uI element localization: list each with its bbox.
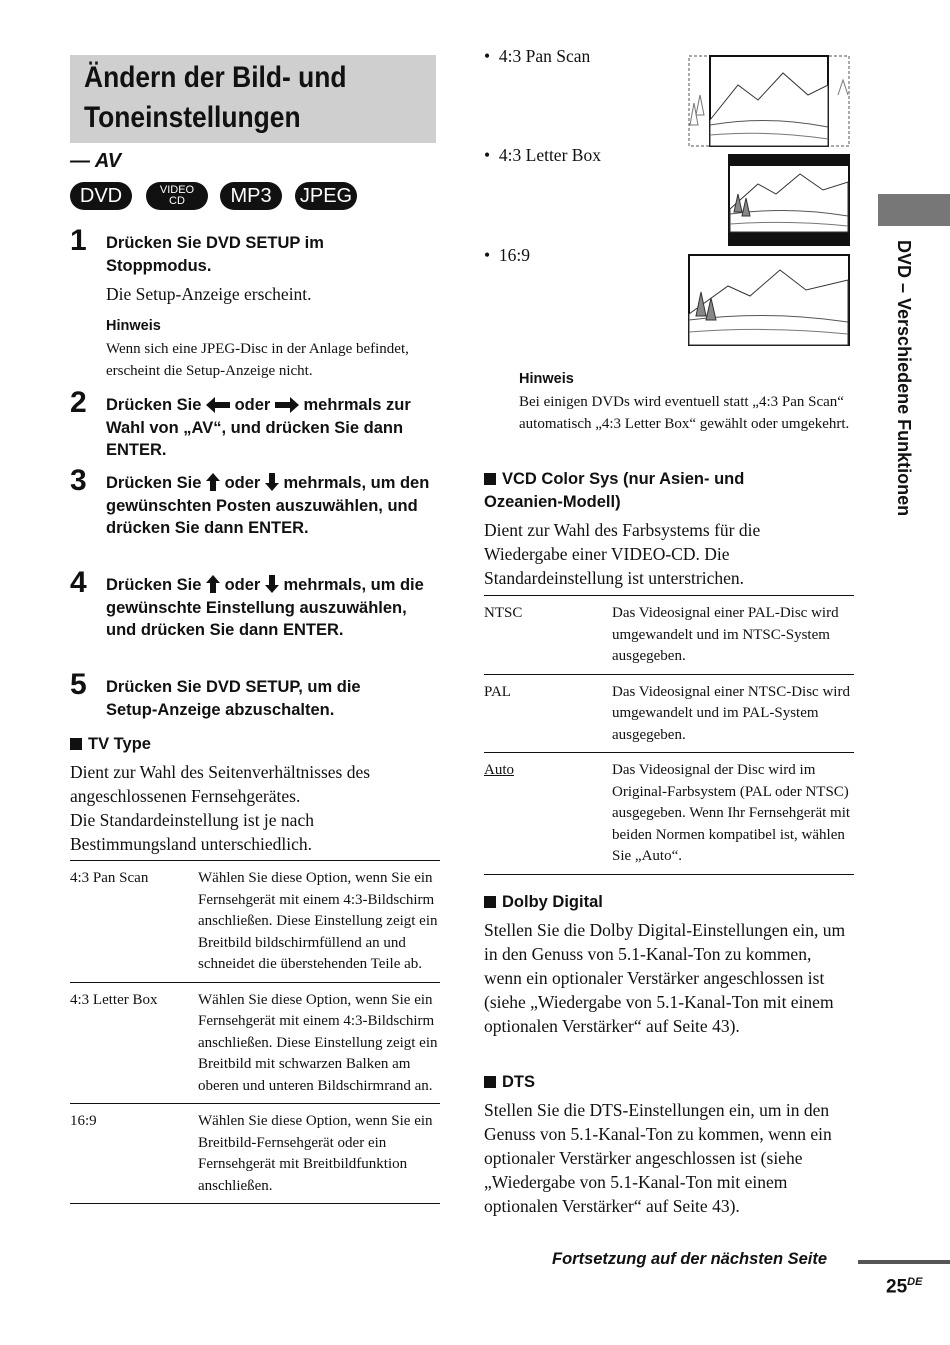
description-cell: Wählen Sie diese Option, wenn Sie ein Breitbild-Fernsehgerät oder ein Fernsehgerät mit Breitbildfunktion anschließen. <box>198 1104 440 1204</box>
table-row <box>484 674 854 753</box>
description-cell: Wählen Sie diese Option, wenn Sie ein Fernsehgerät mit einem 4:3-Bildschirm anschließen. Diese Einstellung zeigt ein Breitbild bildschirmfüllend an und schneidet die überstehenden Teile ab. <box>198 861 440 983</box>
option-cell: 16:9 <box>70 1104 198 1204</box>
step-number: 1 <box>70 224 87 257</box>
step-result: Die Setup-Anzeige erscheint. <box>106 284 312 304</box>
step-text-part: Drücken Sie <box>106 576 202 594</box>
arrow-left-icon <box>206 397 230 413</box>
step-text <box>106 394 441 462</box>
vcd-heading <box>484 468 814 513</box>
description-cell: Das Videosignal einer NTSC-Disc wird umgewandelt und im PAL-System ausgegeben. <box>612 674 854 753</box>
bullet-16-9: • 16:9 <box>484 245 531 265</box>
table-row <box>70 982 440 1104</box>
step-text-part: mehrmals, um die gewünschte Einstellung auszuwählen, und drücken Sie dann ENTER. <box>106 576 424 639</box>
section-tab <box>878 194 950 226</box>
tv-type-description <box>70 760 430 856</box>
vcd-table <box>484 595 854 875</box>
tv-type-description-1: Dient zur Wahl des Seitenverhältnisses des angeschlossenen Fernsehgerätes. <box>70 762 371 806</box>
dolby-heading-text: Dolby Digital <box>502 893 603 911</box>
description-cell: Das Videosignal einer PAL-Disc wird umgewandelt und im NTSC-System ausgegeben. <box>612 596 854 675</box>
step-text-part: oder <box>234 396 271 414</box>
pan-scan-illustration <box>688 55 850 147</box>
step-number: 5 <box>70 668 87 701</box>
bullet-text: 16:9 <box>498 245 531 265</box>
page-number-value: 25 <box>886 1276 908 1298</box>
step-text: Drücken Sie DVD SETUP, um die Setup-Anzeige abzuschalten. <box>106 678 361 719</box>
note-text: Wenn sich eine JPEG-Disc in der Anlage befindet, erscheint die Setup-Anzeige nicht. <box>106 341 409 379</box>
page-title <box>84 58 347 138</box>
step-number: 4 <box>70 566 87 599</box>
bullet-text: 4:3 Pan Scan <box>498 46 591 66</box>
arrow-down-icon <box>265 575 279 593</box>
bullet-pan-scan: • 4:3 Pan Scan <box>484 46 591 66</box>
continue-line <box>858 1260 950 1264</box>
option-cell: NTSC <box>484 596 612 675</box>
dts-description: Stellen Sie die DTS-Einstellungen ein, um in den Genuss von 5.1-Kanal-Ton zu kommen, wenn ein optionaler Verstärker angeschlossen ist (siehe „Wiedergabe von 5.1-Kanal-Ton mit einem optionalen Verstärker“ auf Seite 43). <box>484 1100 832 1216</box>
step-text <box>106 472 441 540</box>
square-bullet-icon <box>484 473 496 485</box>
dts-heading <box>484 1071 535 1094</box>
arrow-up-icon <box>206 473 220 491</box>
table-row <box>70 861 440 983</box>
video-cd-badge <box>146 182 208 210</box>
section-label-text: DVD – Verschiedene Funktionen <box>894 240 914 517</box>
note-label: Hinweis <box>519 371 574 387</box>
letter-box-illustration <box>728 154 850 246</box>
option-cell: PAL <box>484 674 612 753</box>
step-text-part: Drücken Sie <box>106 396 202 414</box>
step-number: 3 <box>70 464 87 497</box>
description-cell: Wählen Sie diese Option, wenn Sie ein Fernsehgerät mit einem 4:3-Bildschirm anschließen. Diese Einstellung zeigt ein Breitbild mit schwarzen Balken am oberen und unteren Bildschirmrand an. <box>198 982 440 1104</box>
step-text-part: mehrmals zur Wahl von „AV“, und drücken Sie dann ENTER. <box>106 396 411 459</box>
dvd-badge: DVD <box>70 182 132 210</box>
mp3-badge: MP3 <box>220 182 282 210</box>
dts-heading-text: DTS <box>502 1073 535 1091</box>
option-cell: 4:3 Pan Scan <box>70 861 198 983</box>
vcd-heading-text: VCD Color Sys (nur Asien- und Ozeanien-Modell) <box>484 470 745 511</box>
continue-note: Fortsetzung auf der nächsten Seite <box>552 1250 828 1268</box>
arrow-down-icon <box>265 473 279 491</box>
step-text-part: mehrmals, um den gewünschten Posten auszuwählen, und drücken Sie dann ENTER. <box>106 474 430 537</box>
square-bullet-icon <box>484 896 496 908</box>
step-text-part: oder <box>224 576 261 594</box>
step-text-part: Drücken Sie <box>106 474 202 492</box>
page-subtitle: — AV <box>70 150 122 172</box>
page-title-line2: Toneinstellungen <box>84 101 301 134</box>
dolby-heading <box>484 891 603 914</box>
widescreen-illustration <box>688 254 850 346</box>
jpeg-badge: JPEG <box>295 182 357 210</box>
note-label: Hinweis <box>106 318 161 334</box>
video-cd-badge-line2: CD <box>169 195 185 207</box>
option-cell: 4:3 Letter Box <box>70 982 198 1104</box>
table-row <box>484 596 854 675</box>
square-bullet-icon <box>484 1076 496 1088</box>
step-text-part: oder <box>224 474 261 492</box>
tv-type-heading <box>70 733 151 756</box>
description-cell: Das Videosignal der Disc wird im Original-Farbsystem (PAL oder NTSC) ausgegeben. Wenn Ihr Fernsehgerät mit beiden Normen kompatibel ist, wählen Sie „Auto“. <box>612 753 854 875</box>
option-cell <box>484 753 612 875</box>
square-bullet-icon <box>70 738 82 750</box>
dolby-description: Stellen Sie die Dolby Digital-Einstellungen ein, um in den Genuss von 5.1-Kanal-Ton zu kommen, wenn ein optionaler Verstärker angeschlossen ist (siehe „Wiedergabe von 5.1-Kanal-Ton mit einem optionalen Verstärker“ auf Seite 43). <box>484 920 846 1036</box>
page-title-line1: Ändern der Bild- und <box>84 61 347 94</box>
bullet-text: 4:3 Letter Box <box>498 145 601 165</box>
video-cd-badge-line1: VIDEO <box>159 184 195 196</box>
arrow-up-icon <box>206 575 220 593</box>
tv-type-heading-text: TV Type <box>88 735 151 753</box>
step-text: Drücken Sie DVD SETUP im Stoppmodus. <box>106 234 324 275</box>
step-number: 2 <box>70 386 87 419</box>
page-number <box>886 1276 922 1298</box>
table-row <box>70 1104 440 1204</box>
step-text <box>106 574 441 642</box>
bullet-letter-box: • 4:3 Letter Box <box>484 145 601 165</box>
tv-type-description-2: Die Standardeinstellung ist je nach Bestimmungsland unterschiedlich. <box>70 810 314 854</box>
arrow-right-icon <box>275 397 299 413</box>
default-option: Auto <box>484 762 514 778</box>
tv-type-table <box>70 860 440 1204</box>
page-number-suffix: DE <box>907 1276 923 1288</box>
section-label <box>890 240 916 560</box>
vcd-description: Dient zur Wahl des Farbsystems für die Wiedergabe einer VIDEO-CD. Die Standardeinstellung ist unterstrichen. <box>484 520 761 588</box>
note-text: Bei einigen DVDs wird eventuell statt „4:3 Pan Scan“ automatisch „4:3 Letter Box“ gewählt oder umgekehrt. <box>519 394 850 432</box>
table-row <box>484 753 854 875</box>
